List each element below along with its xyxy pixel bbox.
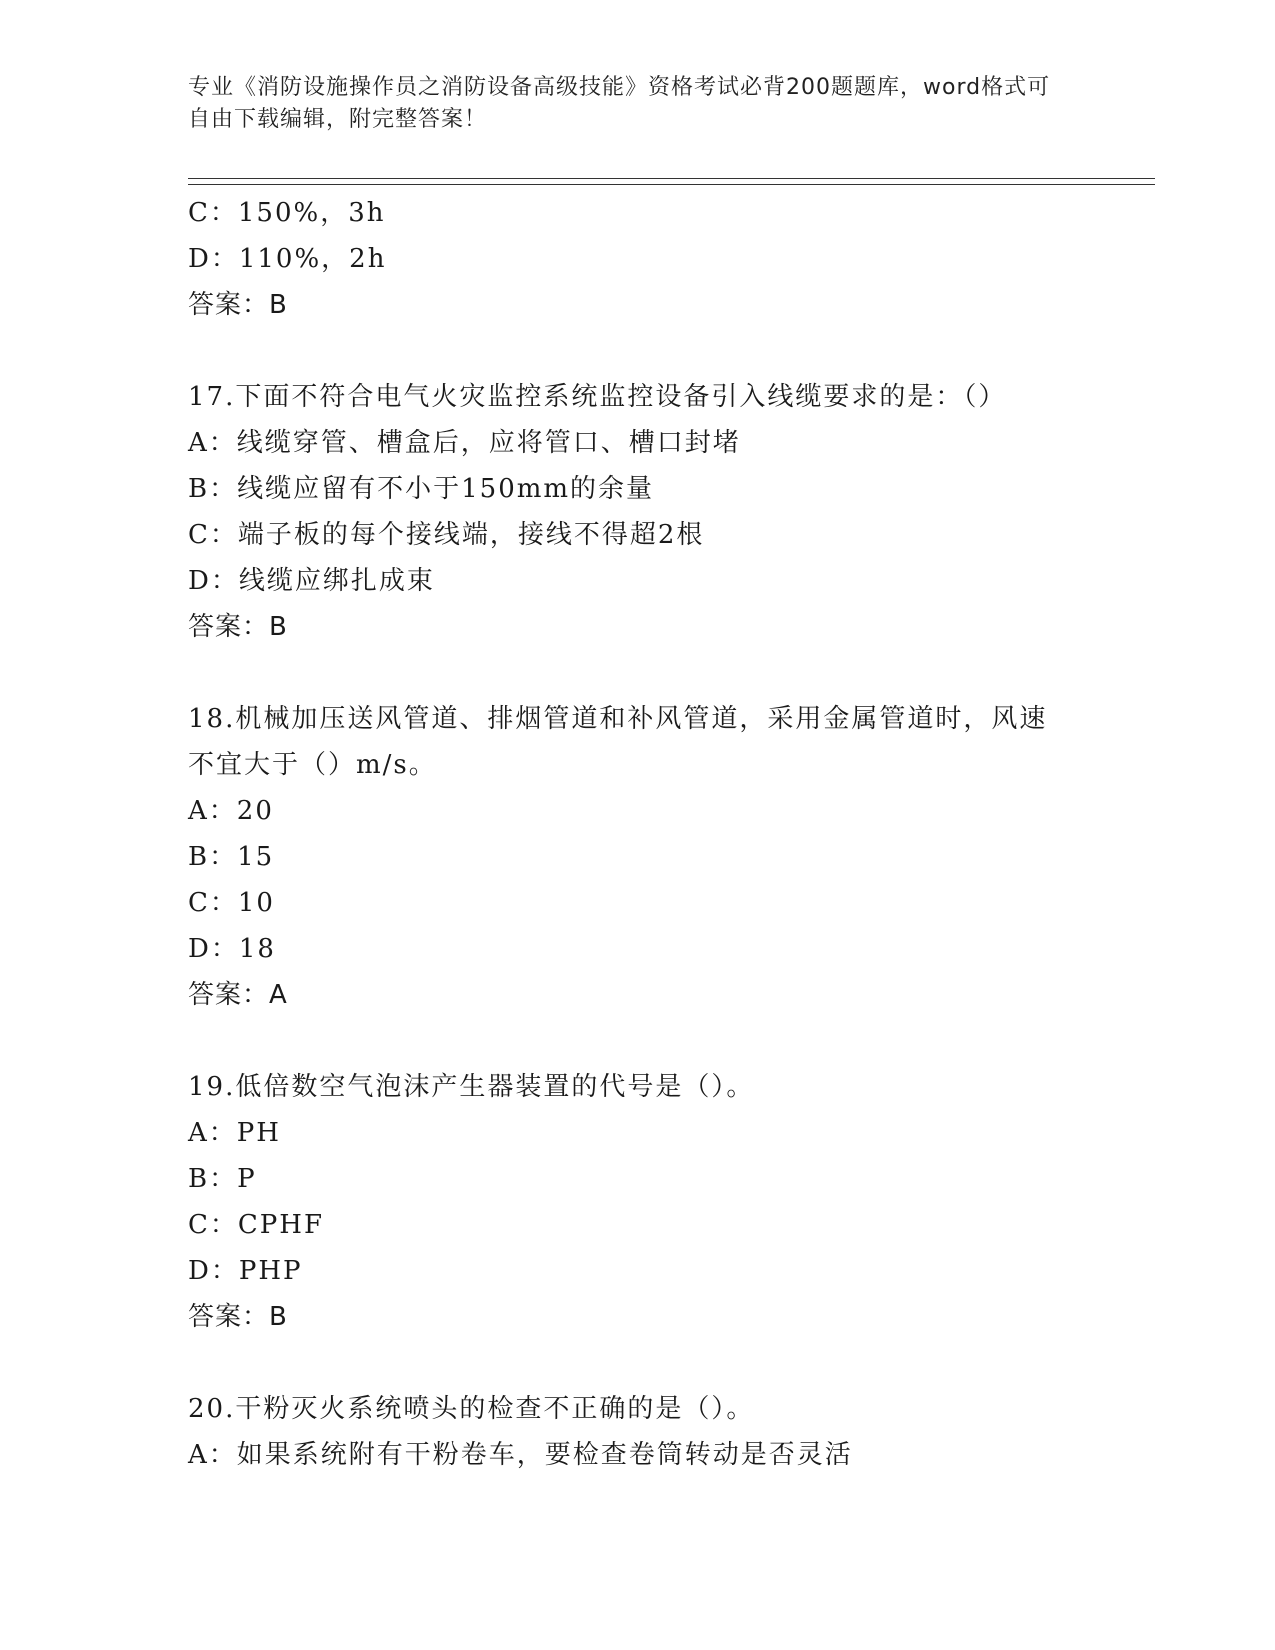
option-c: C：CPHF xyxy=(188,1210,324,1240)
option-d: D：18 xyxy=(188,934,276,964)
option-d: D：线缆应绑扎成束 xyxy=(188,566,435,596)
question-18 xyxy=(188,696,1148,1018)
spacer xyxy=(188,1018,1148,1064)
answer: 答案：B xyxy=(188,612,288,642)
question-stem: 18.机械加压送风管道、排烟管道和补风管道，采用金属管道时，风速 xyxy=(188,704,1048,734)
question-list xyxy=(188,190,1148,1478)
header-rule-bottom xyxy=(188,184,1155,185)
question-stem: 20.干粉灭火系统喷头的检查不正确的是（）。 xyxy=(188,1394,755,1424)
answer: 答案：B xyxy=(188,1302,288,1332)
question-19 xyxy=(188,1064,1148,1340)
question-17 xyxy=(188,374,1148,650)
option-c: C：150%，3h xyxy=(188,198,386,228)
option-a: A：PH xyxy=(188,1118,281,1148)
answer: 答案：A xyxy=(188,980,288,1010)
option-a: A：线缆穿管、槽盒后，应将管口、槽口封堵 xyxy=(188,428,741,458)
option-a: A：如果系统附有干粉卷车，要检查卷筒转动是否灵活 xyxy=(188,1440,853,1470)
question-stem: 19.低倍数空气泡沫产生器装置的代号是（）。 xyxy=(188,1072,755,1102)
document-header xyxy=(188,72,1068,136)
header-rule-top xyxy=(188,178,1155,179)
option-b: B：线缆应留有不小于150mm的余量 xyxy=(188,474,655,504)
option-d: D：PHP xyxy=(188,1256,303,1286)
header-text: 专业《消防设施操作员之消防设备高级技能》资格考试必背200题题库，word格式可自由下载编辑，附完整答案！ xyxy=(188,75,1051,132)
option-b: B：P xyxy=(188,1164,257,1194)
question-20 xyxy=(188,1386,1148,1478)
question-stem: 17.下面不符合电气火灾监控系统监控设备引入线缆要求的是：（） xyxy=(188,382,1007,412)
spacer xyxy=(188,328,1148,374)
option-c: C：端子板的每个接线端，接线不得超2根 xyxy=(188,520,705,550)
question-stem-continued: 不宜大于（）m/s。 xyxy=(188,750,437,780)
option-d: D：110%，2h xyxy=(188,244,387,274)
option-b: B：15 xyxy=(188,842,275,872)
option-a: A：20 xyxy=(188,796,274,826)
spacer xyxy=(188,650,1148,696)
spacer xyxy=(188,1340,1148,1386)
previous-question-tail xyxy=(188,190,1148,328)
option-c: C：10 xyxy=(188,888,275,918)
answer: 答案：B xyxy=(188,290,288,320)
